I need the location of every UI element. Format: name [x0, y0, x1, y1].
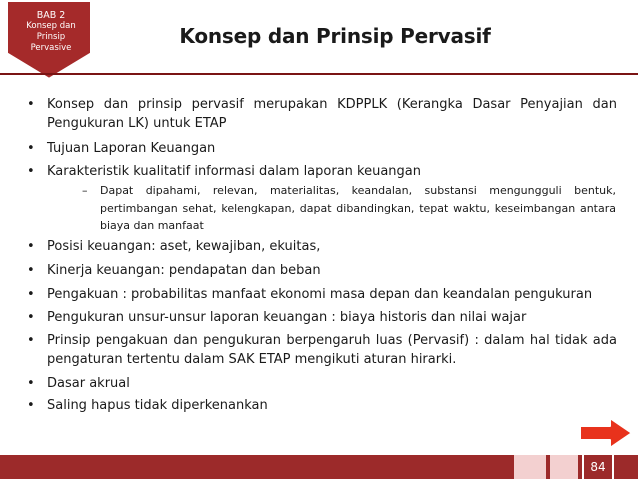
- bullet-item: • Saling hapus tidak diperkenankan: [47, 396, 617, 415]
- bullet-item: • Konsep dan prinsip pervasif merupakan KDPPLK (Kerangka Dasar Penyajian dan Pengukuran LK) untuk ETAP: [47, 95, 617, 133]
- badge-line-3: Prinsip: [36, 32, 66, 42]
- footer-accent-block: [550, 455, 578, 479]
- sub-bullet-item: – Dapat dipahami, relevan, materialitas, keandalan, substansi mengungguli bentuk, pertimbangan sehat, kelengkapan, dapat dibandingkan, tepat waktu, keseimbangan antara biaya dan manfaat: [100, 182, 616, 235]
- title-divider: [0, 73, 638, 75]
- badge-line-1: BAB 2: [36, 10, 66, 21]
- bullet-item: • Posisi keuangan: aset, kewajiban, ekuitas,: [47, 237, 617, 256]
- bullet-item: • Kinerja keuangan: pendapatan dan beban: [47, 261, 617, 280]
- page-number: 84: [582, 455, 614, 479]
- footer-accent-block: [514, 455, 546, 479]
- badge-line-4: Pervasive: [30, 43, 72, 53]
- right-arrow-icon[interactable]: [578, 417, 634, 449]
- badge-line-2: Konsep dan: [26, 21, 76, 31]
- bullet-item: • Prinsip pengakuan dan pengukuran berpengaruh luas (Pervasif) : dalam hal tidak ada pengaturan tertentu dalam SAK ETAP mengikuti aturan hirarki.: [47, 331, 617, 369]
- bullet-item: • Tujuan Laporan Keuangan: [47, 139, 617, 158]
- bullet-item: • Karakteristik kualitatif informasi dalam laporan keuangan: [47, 162, 617, 181]
- bullet-item: • Pengukuran unsur-unsur laporan keuangan : biaya historis dan nilai wajar: [47, 308, 617, 327]
- slide-title: Konsep dan Prinsip Pervasif: [179, 24, 491, 48]
- bullet-item: • Dasar akrual: [47, 374, 617, 393]
- chapter-badge-label: [20, 10, 82, 54]
- bullet-item: • Pengakuan : probabilitas manfaat ekonomi masa depan dan keandalan pengukuran: [47, 285, 617, 304]
